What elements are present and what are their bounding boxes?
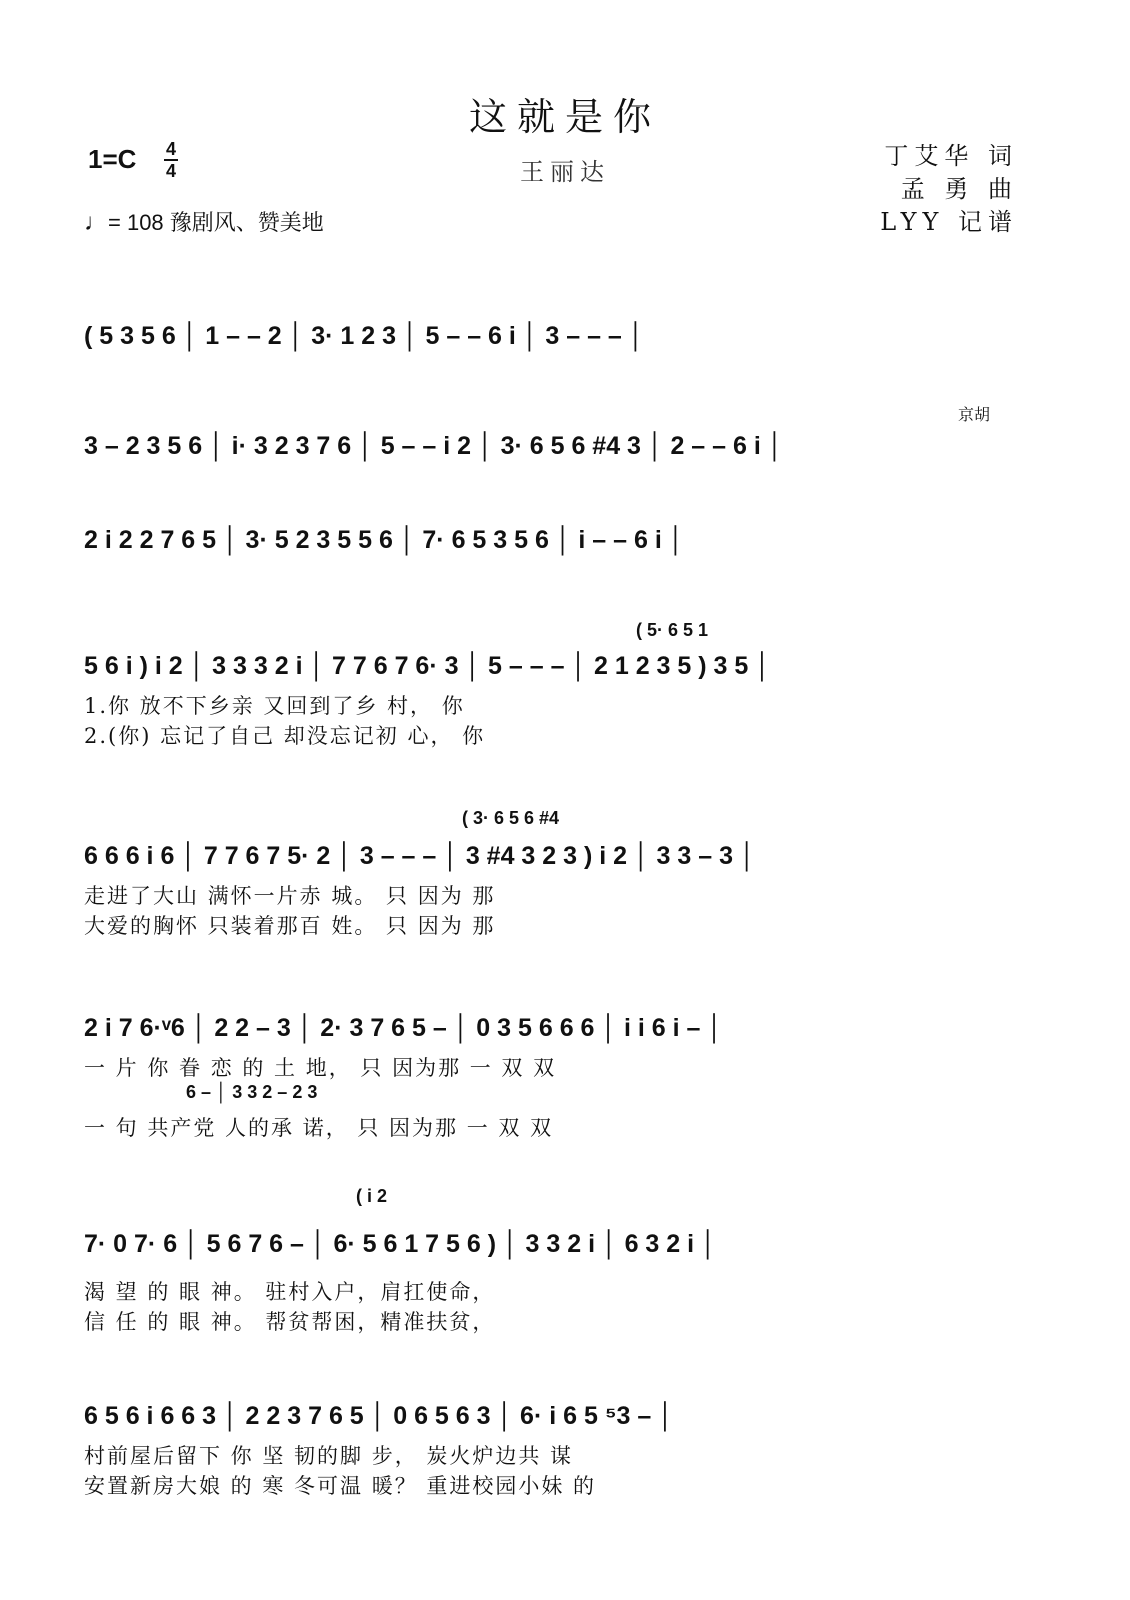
- singer-name: 王丽达: [520, 158, 610, 186]
- lyric-verse-1: 1.你 放不下乡亲 又回到了乡 村， 你: [84, 694, 465, 718]
- notation-line-8: 6 5 6 i 6 6 3 │ 2 2 3 7 6 5 │ 0 6 5 6 3 │ 6· i 6 5 ⁵3 – │: [84, 1402, 674, 1430]
- key-signature: 1=C: [88, 144, 137, 174]
- time-signature-bottom: 4: [165, 161, 176, 181]
- aux-notation-7: ( i 2: [356, 1186, 388, 1206]
- tempo-text: = 108 豫剧风、赞美地: [108, 210, 324, 235]
- quarter-note-icon: ♩: [84, 209, 108, 236]
- lyric-verse-2: 一 句 共产党 人的承 诺， 只 因为那 一 双 双: [84, 1116, 554, 1140]
- lyric-verse-2: 大爱的胸怀 只装着那百 姓。 只 因为 那: [84, 914, 496, 938]
- time-signature: [164, 140, 178, 180]
- composer-credit: 孟 勇 曲: [900, 175, 1018, 203]
- notation-line-4: 5 6 i ) i 2 │ 3 3 3 2 i │ 7 7 6 7 6· 3 │ 5 – – – │ 2 1 2 3 5 ) 3 5 │: [84, 652, 771, 680]
- notation-line-3: 2 i 2 2 7 6 5 │ 3· 5 2 3 5 5 6 │ 7· 6 5 3 5 6 │ i – – 6 i │: [84, 526, 685, 554]
- time-signature-top: 4: [165, 139, 176, 159]
- credits: [880, 140, 1018, 239]
- aux-notation-4: ( 5· 6 5 1: [636, 620, 709, 640]
- lyricist-credit: 丁艾华 词: [884, 142, 1018, 170]
- aux-notation-6: 6 – │ 3 3 2 – 2 3: [186, 1082, 318, 1102]
- notation-line-6: 2 i 7 6·ᵛ6 │ 2 2 – 3 │ 2· 3 7 6 5 – │ 0 3 5 6 6 6 │ i i 6 i – │: [84, 1014, 723, 1042]
- lyric-verse-1: 一 片 你 眷 恋 的 土 地， 只 因为那 一 双 双: [84, 1056, 557, 1080]
- instrument-label: 京胡: [958, 405, 991, 424]
- notation-line-1: ( 5 3 5 6 │ 1 – – 2 │ 3· 1 2 3 │ 5 – – 6 i │ 3 – – – │: [84, 322, 645, 350]
- lyric-verse-2: 信 任 的 眼 神。 帮贫帮困，精准扶贫，: [84, 1310, 496, 1334]
- notation-line-7: 7· 0 7· 6 │ 5 6 7 6 – │ 6· 5 6 1 7 5 6 ) │ 3 3 2 i │ 6 3 2 i │: [84, 1230, 717, 1258]
- transcriber-credit: LYY 记谱: [880, 208, 1018, 236]
- tempo-marking: [84, 206, 324, 237]
- lyric-verse-2: 2.(你) 忘记了自己 却没忘记初 心， 你: [84, 724, 486, 748]
- notation-line-5: 6 6 6 i 6 │ 7 7 6 7 5· 2 │ 3 – – – │ 3 #4 3 2 3 ) i 2 │ 3 3 – 3 │: [84, 842, 756, 870]
- notation-line-2: 3 – 2 3 5 6 │ i· 3 2 3 7 6 │ 5 – – i 2 │ 3· 6 5 6 #4 3 │ 2 – – 6 i │: [84, 432, 784, 460]
- lyric-verse-2: 安置新房大娘 的 寒 冬可温 暖？ 重进校园小妹 的: [84, 1474, 597, 1498]
- song-title: 这就是你: [468, 95, 661, 139]
- lyric-verse-1: 走进了大山 满怀一片赤 城。 只 因为 那: [84, 884, 496, 908]
- aux-notation-5: ( 3· 6 5 6 #4: [462, 808, 560, 828]
- lyric-verse-1: 渴 望 的 眼 神。 驻村入户，肩扛使命，: [84, 1280, 496, 1304]
- lyric-verse-1: 村前屋后留下 你 坚 韧的脚 步， 炭火炉边共 谋: [84, 1444, 574, 1468]
